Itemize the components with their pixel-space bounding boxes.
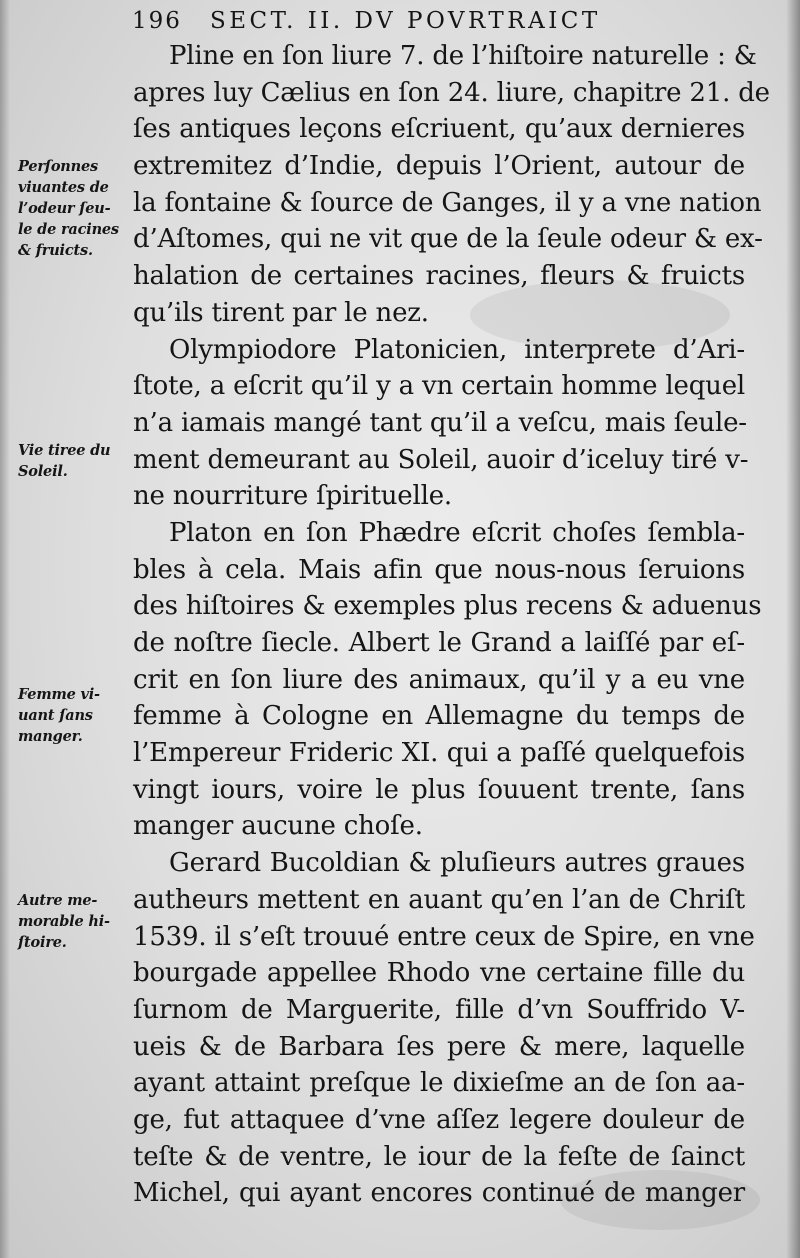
text-line: Pline en ſon liure 7. de l’hiſtoire naturelle : & bbox=[169, 41, 757, 71]
text-line: ueis & de Barbara ſes pere & mere, laquelle bbox=[133, 1031, 745, 1062]
margin-note-line: Femme vi- bbox=[18, 686, 100, 703]
margin-note-line: le de racines bbox=[18, 221, 119, 238]
margin-note bbox=[18, 440, 136, 482]
text-line: ge, fut attaquee d’vne aſſez legere douleur de bbox=[133, 1104, 745, 1135]
margin-note-line: Soleil. bbox=[18, 463, 68, 480]
text-line: halation de certaines racines, fleurs & fruicts bbox=[133, 261, 745, 292]
running-header bbox=[132, 6, 742, 36]
text-line: autheurs mettent en auant qu’en l’an de Chriſt bbox=[133, 884, 745, 915]
margin-note-line: morable hi- bbox=[18, 913, 110, 930]
text-line: Michel, qui ayant encores continué de manger bbox=[133, 1178, 745, 1209]
margin-note-line: & fruicts. bbox=[18, 242, 93, 259]
text-line: de noſtre ſiecle. Albert le Grand a laiſſé par eſ- bbox=[133, 628, 745, 658]
margin-note bbox=[18, 156, 136, 261]
text-line: l’Empereur Frideric XI. qui a paſſé quelquefois bbox=[133, 738, 745, 769]
text-line: teſte & de ventre, le iour de la feſte de ſainct bbox=[133, 1141, 745, 1172]
margin-note-line: Perſonnes bbox=[18, 158, 98, 175]
text-line: Platon en ſon Phædre eſcrit choſes ſembla- bbox=[169, 517, 745, 548]
running-title: SECT. II. DV POVRTRAICT bbox=[210, 8, 601, 34]
text-line: vingt iours, voire le plus ſouuent trente, ſans bbox=[133, 774, 745, 805]
page-number: 196 bbox=[132, 8, 182, 34]
text-line: extremitez d’Indie, depuis l’Orient, autour de bbox=[133, 151, 745, 182]
text-line: ſtote, a eſcrit qu’il y a vn certain homme lequel bbox=[133, 371, 745, 402]
text-line: Olympiodore Platonicien, interprete d’Ari- bbox=[169, 334, 745, 365]
page-edge-shadow-right bbox=[786, 0, 800, 1258]
text-line: des hiſtoires & exemples plus recens & aduenus bbox=[133, 591, 762, 622]
margin-note-line: manger. bbox=[18, 728, 83, 745]
margin-note-line: uant ſans bbox=[18, 707, 93, 724]
margin-note bbox=[18, 890, 136, 953]
text-line: d’Aſtomes, qui ne vit que de la ſeule odeur & ex- bbox=[133, 224, 763, 255]
text-line: la fontaine & ſource de Ganges, il y a vne nation bbox=[133, 187, 762, 218]
margin-note-line: viuantes de bbox=[18, 179, 109, 196]
text-line: ne nourriture ſpirituelle. bbox=[133, 481, 452, 512]
text-line: ſes antiques leçons eſcriuent, qu’aux dernieres bbox=[133, 114, 745, 145]
margin-note-line: Vie tiree du bbox=[18, 442, 111, 459]
text-line: bles à cela. Mais afin que nous-nous ſeruions bbox=[133, 554, 745, 585]
text-line: manger aucune choſe. bbox=[133, 811, 423, 842]
text-line: ſurnom de Marguerite, fille d’vn Souffrido V- bbox=[133, 994, 745, 1025]
text-line: ayant attaint preſque le dixieſme an de ſon aa- bbox=[133, 1068, 745, 1099]
text-line: 1539. il s’eſt trouué entre ceux de Spire, en vne bbox=[133, 921, 755, 952]
page-edge-shadow-left bbox=[0, 0, 10, 1258]
text-line: ment demeurant au Soleil, auoir d’iceluy tiré v- bbox=[133, 444, 749, 475]
text-line: n’a iamais mangé tant qu’il a veſcu, mais ſeule- bbox=[133, 407, 747, 438]
text-line: crit en ſon liure des animaux, qu’il y a eu vne bbox=[133, 664, 745, 695]
text-line: apres luy Cælius en ſon 24. liure, chapitre 21. de bbox=[133, 77, 770, 108]
margin-note-line: l’odeur ſeu- bbox=[18, 200, 111, 217]
text-line: bourgade appellee Rhodo vne certaine fille du bbox=[133, 958, 745, 989]
text-line: qu’ils tirent par le nez. bbox=[133, 297, 429, 328]
body-text bbox=[133, 38, 770, 1212]
text-line: femme à Cologne en Allemagne du temps de bbox=[133, 701, 745, 732]
margin-note-line: Autre me- bbox=[18, 892, 98, 909]
margin-note-line: ſtoire. bbox=[18, 934, 67, 951]
text-line: Gerard Bucoldian & pluſieurs autres graues bbox=[169, 848, 745, 879]
margin-note bbox=[18, 684, 136, 747]
